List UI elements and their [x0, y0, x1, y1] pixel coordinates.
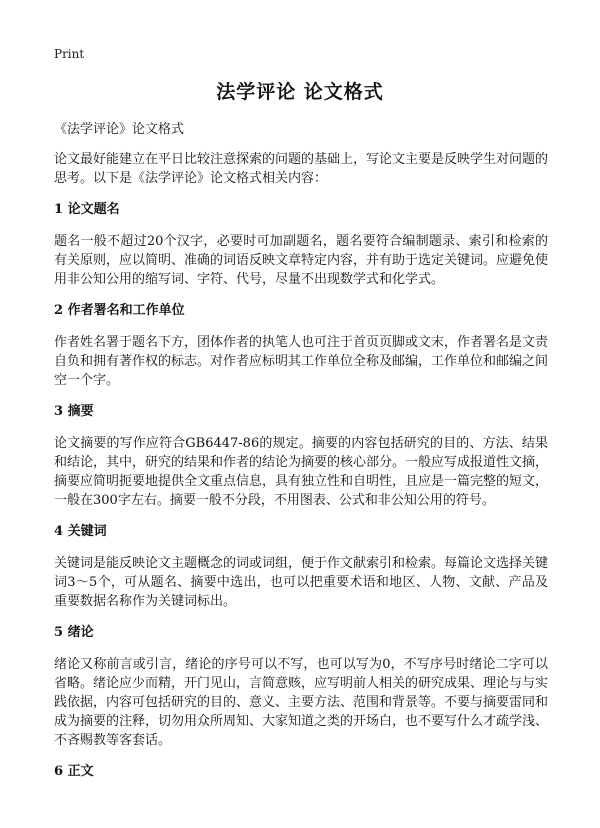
section-heading-title: 1 论文题名: [54, 202, 120, 217]
section-body-title: 题名一般不超过20个汉字，必要时可加副题名，题名要符合编制题录、索引和检索的有关原则，应以简明、准确的词语反映文章特定内容，并有助于选定关键词。应避免使用非公知公用的缩写词、字符、代号，尽量不出现数学式和化学式。: [54, 234, 549, 287]
print-link[interactable]: Print: [54, 47, 85, 61]
section-body-introduction: 绪论又称前言或引言，绪论的序号可以不写，也可以写为0，不写序号时绪论二字可以省略。绪论应少而精，开门见山，言简意赅，应写明前人相关的研究成果、理论与与实践依据，内容可包括研究的目的、意义、主要方法、范围和背景等。不要与摘要雷同和成为摘要的注释，切勿用众所周知、大家知道之类的开场白，也不要写什么才疏学浅、不吝赐教等客套话。: [54, 657, 549, 748]
page-title: 法学评论 论文格式: [216, 81, 384, 103]
document-subtitle: 《法学评论》论文格式: [54, 122, 185, 137]
section-body-author: 作者姓名署于题名下方，团体作者的执笔人也可注于首页页脚或文末，作者署名是文责自负和拥有著作权的标志。对作者应标明其工作单位全称及邮编，工作单位和邮编之间空一个字。: [54, 335, 549, 388]
section-heading-keywords: 4 关键词: [54, 524, 107, 539]
section-body-keywords: 关键词是能反映论文主题概念的词或词组，便于作文献索引和检索。每篇论文选择关键词3～5个，可从题名、摘要中选出，也可以把重要术语和地区、人物、文献、产品及重要数据名称作为关键词标出。: [54, 556, 549, 609]
section-heading-main-text: 6 正文: [54, 764, 94, 779]
section-heading-abstract: 3 摘要: [54, 404, 94, 419]
section-heading-author: 2 作者署名和工作单位: [54, 303, 185, 318]
document-content: [54, 150, 548, 794]
intro-paragraph: 论文最好能建立在平日比较注意探索的问题的基础上，写论文主要是反映学生对问题的思考。以下是《法学评论》论文格式相关内容：: [54, 152, 549, 186]
section-body-abstract: 论文摘要的写作应符合GB6447-86的规定。摘要的内容包括研究的目的、方法、结果和结论，其中，研究的结果和作者的结论为摘要的核心部分。一般应写成报道性文摘，摘要应简明扼要地提供全文重点信息，具有独立性和自明性，且应是一篇完整的短文，一般在300字左右。摘要一般不分段，不用图表、公式和非公知公用的符号。: [54, 436, 549, 508]
section-heading-introduction: 5 绪论: [54, 625, 94, 640]
